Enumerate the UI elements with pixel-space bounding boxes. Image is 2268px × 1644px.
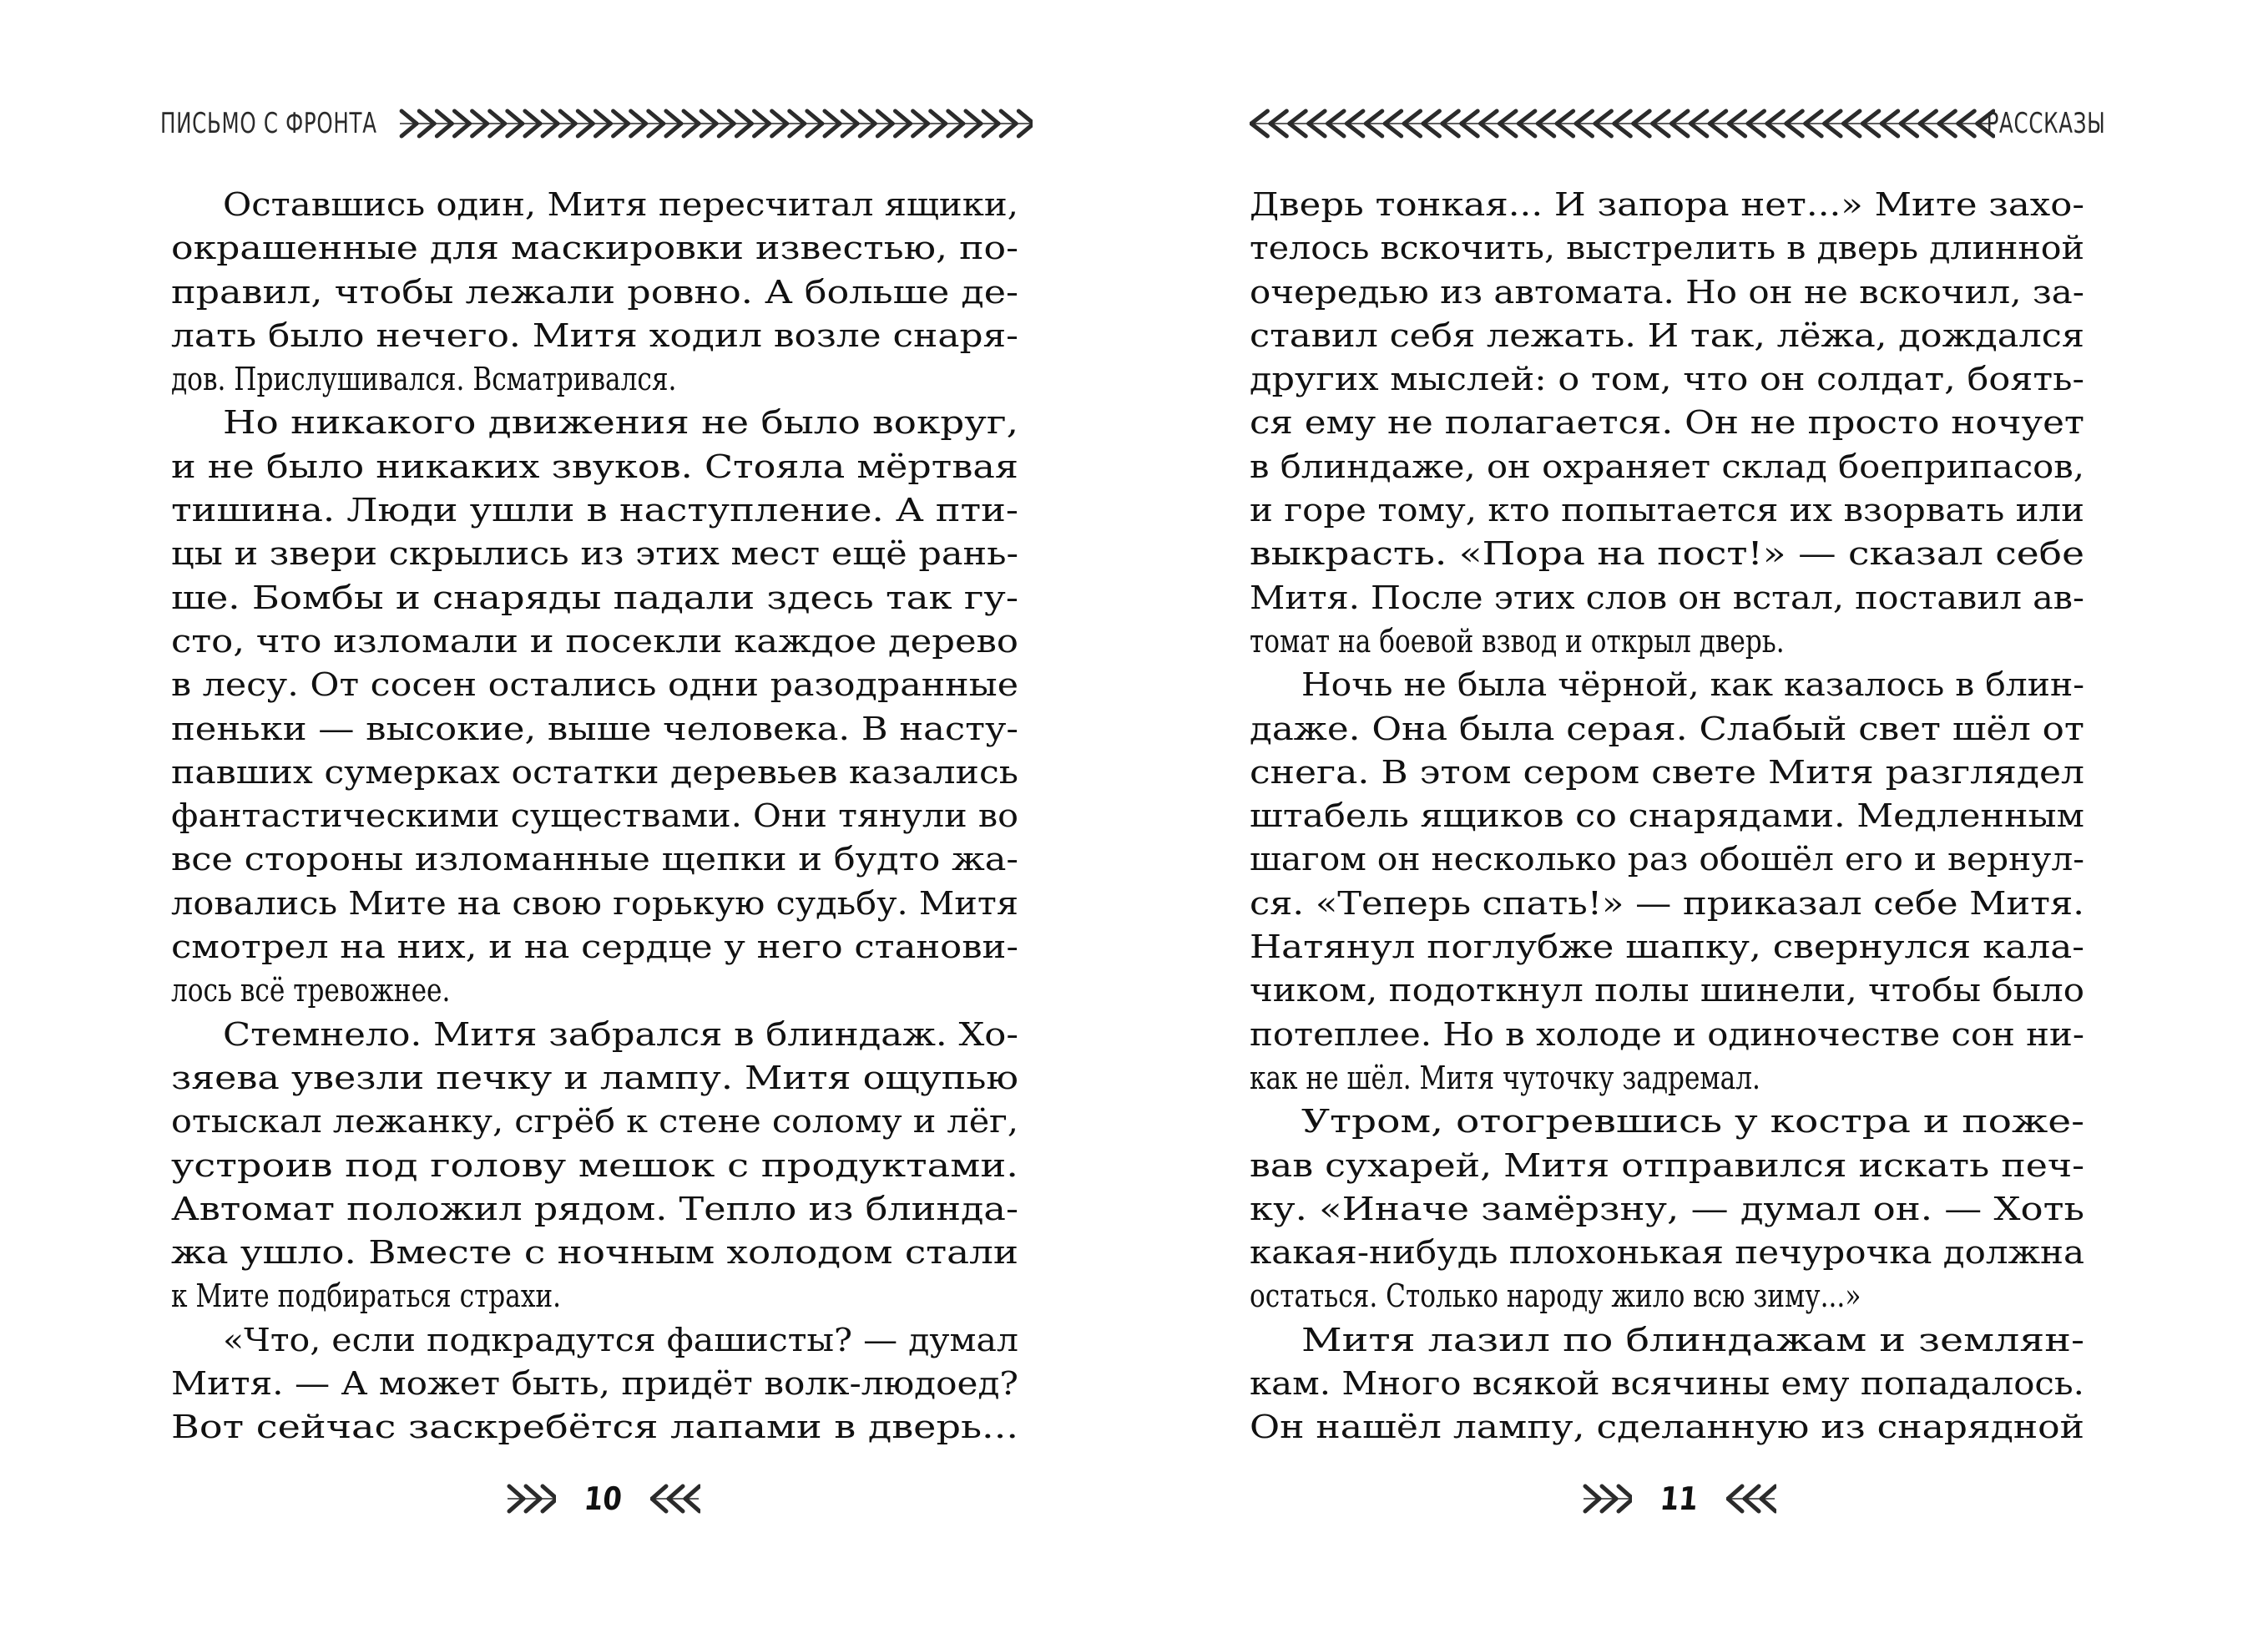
text-line-content: ставил себя лежать. И так, лёжа, дождался [1250,316,2084,354]
text-line [171,969,1018,1012]
text-line-content: жа ушло. Вместе с ночным холодом стали [171,1234,1018,1272]
page-number: 11 [1659,1480,1700,1517]
text-line [1250,1100,2084,1143]
text-line-content: Но никакого движения не было вокруг, [223,404,1018,442]
text-line [1250,1362,2084,1405]
text-line-content: выкрасть. «Пора на пост!» — сказал себе [1250,535,2084,573]
text-line-content: штабель ящиков со снарядами. Медленным [1250,797,2084,835]
triple-chevron-left-icon [1726,1484,1776,1514]
text-line-content: Он нашёл лампу, сделанную из снарядной [1250,1409,2084,1446]
running-head-title-right: РАССКАЗЫ [1986,107,2105,140]
text-line [1250,1144,2084,1187]
running-head-right [1250,105,2105,142]
text-line [171,1056,1018,1100]
text-line-content: лать было нечего. Митя ходил возле снаря- [171,316,1018,354]
text-line [1250,226,2084,270]
text-line [171,576,1018,620]
text-line-content: Митя. — А может быть, придёт волк-людоед? [171,1365,1018,1403]
text-line [1250,532,2084,575]
text-line-content: Автомат положил рядом. Тепло из блинда- [171,1190,1018,1227]
text-line [1250,271,2084,314]
running-head-title-left: ПИСЬМО С ФРОНТА [160,107,377,140]
text-line-content: Стемнело. Митя забрался в блиндаж. Хо- [223,1015,1018,1053]
text-line [1250,969,2084,1012]
text-line-content: в лесу. От сосен остались одни разодранные [171,666,1018,704]
text-line [171,271,1018,314]
text-line-content: зяева увезли печку и лампу. Митя ощупью [171,1059,1018,1096]
text-line [171,620,1018,663]
text-line [171,925,1018,969]
text-line [1250,925,2084,969]
text-line-content: какая-нибудь плохонькая печурочка должна [1250,1234,2084,1272]
triple-chevron-right-icon [506,1484,556,1514]
text-line [171,532,1018,575]
text-line-content: Утром, отогревшись у костра и поже- [1301,1103,2084,1141]
chevron-right-strip-icon [398,109,1033,139]
text-line [171,1274,1018,1318]
text-line-content: сто, что изломали и посекли каждое дерево [171,622,1018,660]
text-line [171,314,1018,357]
text-line-content: и горе тому, кто попытается их взорвать или [1250,492,2084,529]
text-line [171,1231,1018,1274]
page-number-right [1582,1482,1776,1515]
text-line [1250,183,2084,226]
text-line [171,1100,1018,1143]
text-line-content: правил, чтобы лежали ровно. А больше де- [171,273,1018,311]
text-line-content: вав сухарей, Митя отправился искать печ- [1250,1146,2084,1184]
text-line-content: все стороны изломанные щепки и будто жа- [171,841,1018,878]
text-line [171,882,1018,925]
text-line [1250,1274,2084,1318]
text-line [1250,1056,2084,1100]
text-line-content: отыскал лежанку, сгрёб к стене солому и лёг, [171,1103,1018,1141]
right-page-text [1250,183,2084,1449]
text-line [1250,1187,2084,1231]
text-line-content: остаться. Столько народу жило всю зиму...» [1250,1277,1861,1315]
text-line [1250,401,2084,444]
text-line [171,226,1018,270]
text-line-content: и не было никаких звуков. Стояла мёртвая [171,448,1018,485]
text-line-content: как не шёл. Митя чуточку задремал. [1250,1059,1760,1096]
text-line-content: тишина. Люди ушли в наступление. А пти- [171,492,1018,529]
text-line-content: потеплее. Но в холоде и одиночестве сон ни- [1250,1015,2084,1053]
text-line-content: снега. В этом сером свете Митя разглядел [1250,753,2084,791]
text-line [1250,1405,2084,1449]
text-line [1250,1013,2084,1056]
triple-chevron-right-icon [1582,1484,1632,1514]
text-line [1250,357,2084,401]
text-line [171,1362,1018,1405]
text-line [1250,1231,2084,1274]
text-line [171,1144,1018,1187]
text-line-content: телось вскочить, выстрелить в дверь длинной [1250,230,2084,267]
text-line-content: ку. «Иначе замёрзну, — думал он. — Хоть [1250,1190,2084,1227]
text-line [1250,620,2084,663]
text-line-content: окрашенные для маскировки известью, по- [171,230,1018,267]
text-line-content: фантастическими существами. Они тянули во [171,797,1018,835]
left-page-text [171,183,1018,1449]
text-line-content: павших сумерках остатки деревьев казались [171,753,1018,791]
text-line [1250,751,2084,794]
page-number: 10 [583,1480,624,1517]
text-line-content: ся ему не полагается. Он не просто ночует [1250,404,2084,442]
text-line-content: даже. Она была серая. Слабый свет шёл от [1250,710,2084,747]
text-line-content: смотрел на них, и на сердце у него станови- [171,928,1018,966]
triple-chevron-left-icon [650,1484,700,1514]
text-line [171,183,1018,226]
text-line [171,794,1018,837]
text-line-content: Вот сейчас заскребётся лапами в дверь... [171,1409,1018,1446]
text-line [1250,794,2084,837]
text-line-content: «Что, если подкрадутся фашисты? — думал [223,1321,1018,1358]
text-line-content: дов. Прислушивался. Всматривался. [171,361,677,398]
chevron-left-strip-icon [1250,109,1995,139]
text-line [171,1318,1018,1362]
text-line-content: Оставшись один, Митя пересчитал ящики, [223,186,1018,223]
text-line-content: шагом он несколько раз обошёл его и вернул- [1250,841,2084,878]
text-line [171,1405,1018,1449]
text-line [1250,314,2084,357]
text-line [1250,445,2084,488]
text-line-content: устроив под голову мешок с продуктами. [171,1146,1018,1184]
text-line-content: цы и звери скрылись из этих мест ещё рань- [171,535,1018,573]
text-line [171,1013,1018,1056]
text-line-content: ся. «Теперь спать!» — приказал себе Митя. [1250,884,2084,922]
text-line-content: Митя. После этих слов он встал, поставил ав- [1250,579,2084,616]
text-line-content: Натянул поглубже шапку, свернулся кала- [1250,928,2084,966]
text-line [1250,707,2084,751]
text-line-content: ше. Бомбы и снаряды падали здесь так гу- [171,579,1018,616]
text-line [171,488,1018,532]
text-line [1250,1318,2084,1362]
text-line-content: в блиндаже, он охраняет склад боеприпасов, [1250,448,2084,485]
text-line [171,401,1018,444]
text-line-content: лось всё тревожнее. [171,972,451,1009]
text-line [171,663,1018,706]
page-number-left [506,1482,700,1515]
text-line [1250,663,2084,706]
text-line [171,1187,1018,1231]
text-line [171,707,1018,751]
text-line [171,837,1018,881]
text-line-content: томат на боевой взвод и открыл дверь. [1250,622,1785,660]
text-line-content: ловались Мите на свою горькую судьбу. Митя [171,884,1018,922]
text-line-content: к Мите подбираться страхи. [171,1277,562,1315]
text-line-content: Дверь тонкая... И запора нет...» Мите захо- [1250,186,2084,223]
text-line [171,445,1018,488]
text-line [171,357,1018,401]
text-line-content: других мыслей: о том, что он солдат, боять- [1250,361,2084,398]
text-line-content: кам. Много всякой всячины ему попадалось. [1250,1365,2084,1403]
text-line-content: пеньки — высокие, выше человека. В насту- [171,710,1018,747]
text-line-content: Ночь не была чёрной, как казалось в блин- [1301,666,2084,704]
text-line [1250,882,2084,925]
text-line [1250,837,2084,881]
text-line-content: чиком, подоткнул полы шинели, чтобы было [1250,972,2084,1009]
text-line-content: Митя лазил по блиндажам и землян- [1301,1321,2084,1358]
running-head-left [160,105,1033,142]
text-line [1250,576,2084,620]
text-line [1250,488,2084,532]
text-line [171,751,1018,794]
text-line-content: очередью из автомата. Но он не вскочил, за- [1250,273,2084,311]
